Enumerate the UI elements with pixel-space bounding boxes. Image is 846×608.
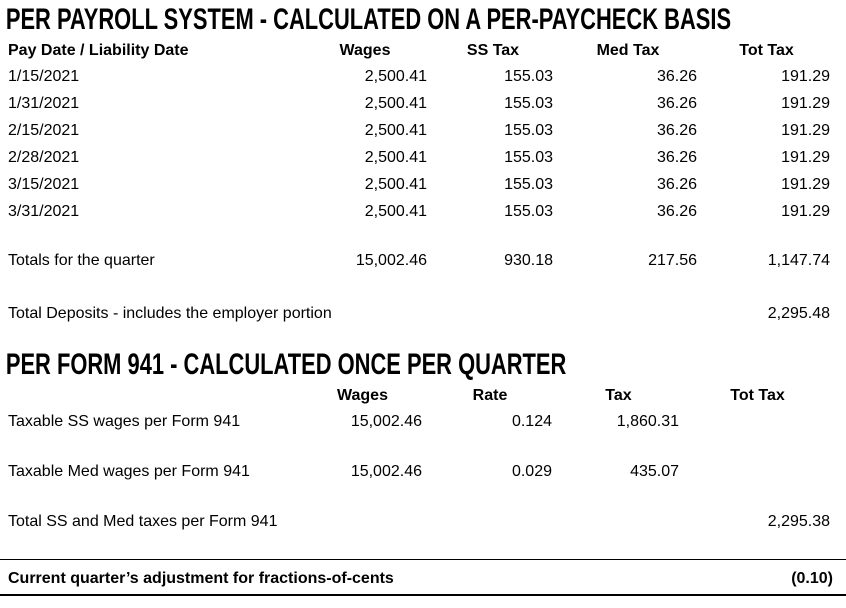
wages-cell: 15,002.46 <box>350 413 422 430</box>
fractions-adjustment-row <box>0 559 846 596</box>
table-row <box>8 90 833 117</box>
pay-date-cell: 2/28/2021 <box>8 149 80 166</box>
wages-cell: 15,002.46 <box>350 463 422 480</box>
table2-header-row <box>8 383 833 408</box>
column-header-tax: Tax <box>605 387 632 404</box>
totals-ss-tax-cell: 930.18 <box>504 252 553 269</box>
ss-tax-cell: 155.03 <box>504 203 553 220</box>
tot-tax-cell: 191.29 <box>781 149 830 166</box>
payroll-system-table <box>0 38 833 327</box>
pay-date-cell: 1/15/2021 <box>8 68 80 85</box>
med-tax-cell: 36.26 <box>656 176 697 193</box>
column-header-med-tax: Med Tax <box>596 42 660 59</box>
med-tax-cell: 36.26 <box>656 203 697 220</box>
tot-tax-cell: 191.29 <box>781 203 830 220</box>
ss-tax-cell: 155.03 <box>504 95 553 112</box>
wages-cell: 2,500.41 <box>364 149 427 166</box>
tot-tax-cell: 191.29 <box>781 176 830 193</box>
totals-row <box>8 247 833 274</box>
tot-tax-cell: 191.29 <box>781 122 830 139</box>
row-label: Taxable SS wages per Form 941 <box>8 413 241 430</box>
tot-tax-cell <box>682 408 833 435</box>
section2-title: PER FORM 941 - CALCULATED ONCE PER QUARTER <box>5 348 567 381</box>
med-tax-cell: 36.26 <box>656 149 697 166</box>
adjustment-value: (0.10) <box>791 570 833 587</box>
tax-cell: 435.07 <box>630 463 679 480</box>
spacer <box>8 225 833 247</box>
tot-tax-cell <box>682 458 833 485</box>
totals-tot-tax-cell: 1,147.74 <box>767 252 830 269</box>
pay-date-cell: 1/31/2021 <box>8 95 80 112</box>
wages-cell: 2,500.41 <box>364 95 427 112</box>
table-row <box>8 458 833 485</box>
row-label: Taxable Med wages per Form 941 <box>8 463 250 480</box>
table-row <box>8 63 833 90</box>
form-941-table <box>0 383 833 535</box>
column-header-wages: Wages <box>339 42 391 59</box>
rate-cell: 0.029 <box>511 463 552 480</box>
total-taxes-value: 2,295.38 <box>767 513 830 530</box>
section1-title: PER PAYROLL SYSTEM - CALCULATED ON A PER-PAYCHECK BASIS <box>5 3 732 36</box>
tot-tax-cell: 191.29 <box>781 68 830 85</box>
column-header-ss-tax: SS Tax <box>466 42 520 59</box>
ss-tax-cell: 155.03 <box>504 68 553 85</box>
wages-cell: 2,500.41 <box>364 122 427 139</box>
table-row <box>8 117 833 144</box>
total-deposits-label: Total Deposits - includes the employer portion <box>8 305 332 322</box>
column-header-tot-tax: Tot Tax <box>730 387 785 404</box>
rate-cell: 0.124 <box>511 413 552 430</box>
ss-tax-cell: 155.03 <box>504 176 553 193</box>
spacer <box>8 485 833 508</box>
ss-tax-cell: 155.03 <box>504 122 553 139</box>
total-deposits-value: 2,295.48 <box>767 305 830 322</box>
total-taxes-row <box>8 508 833 535</box>
column-header-rate: Rate <box>472 387 508 404</box>
totals-med-tax-cell: 217.56 <box>648 252 697 269</box>
table-row <box>8 408 833 435</box>
total-deposits-row <box>8 300 833 327</box>
tot-tax-cell: 191.29 <box>781 95 830 112</box>
wages-cell: 2,500.41 <box>364 176 427 193</box>
pay-date-cell: 2/15/2021 <box>8 122 80 139</box>
table-row <box>8 198 833 225</box>
med-tax-cell: 36.26 <box>656 68 697 85</box>
tax-cell: 1,860.31 <box>616 413 679 430</box>
pay-date-cell: 3/31/2021 <box>8 203 80 220</box>
table-row <box>8 144 833 171</box>
ss-tax-cell: 155.03 <box>504 149 553 166</box>
totals-wages-cell: 15,002.46 <box>355 252 427 269</box>
table1-header-row <box>8 38 833 63</box>
column-header-pay-date: Pay Date / Liability Date <box>8 42 189 59</box>
pay-date-cell: 3/15/2021 <box>8 176 80 193</box>
med-tax-cell: 36.26 <box>656 122 697 139</box>
table-row <box>8 171 833 198</box>
column-header-blank <box>8 383 300 408</box>
column-header-tot-tax: Tot Tax <box>739 42 794 59</box>
wages-cell: 2,500.41 <box>364 68 427 85</box>
spacer <box>8 274 833 300</box>
totals-label: Totals for the quarter <box>8 252 155 269</box>
med-tax-cell: 36.26 <box>656 95 697 112</box>
spacer <box>8 435 833 458</box>
wages-cell: 2,500.41 <box>364 203 427 220</box>
total-taxes-label: Total SS and Med taxes per Form 941 <box>8 513 278 530</box>
adjustment-label: Current quarter’s adjustment for fractions-of-cents <box>8 570 394 587</box>
column-header-wages: Wages <box>337 387 388 404</box>
